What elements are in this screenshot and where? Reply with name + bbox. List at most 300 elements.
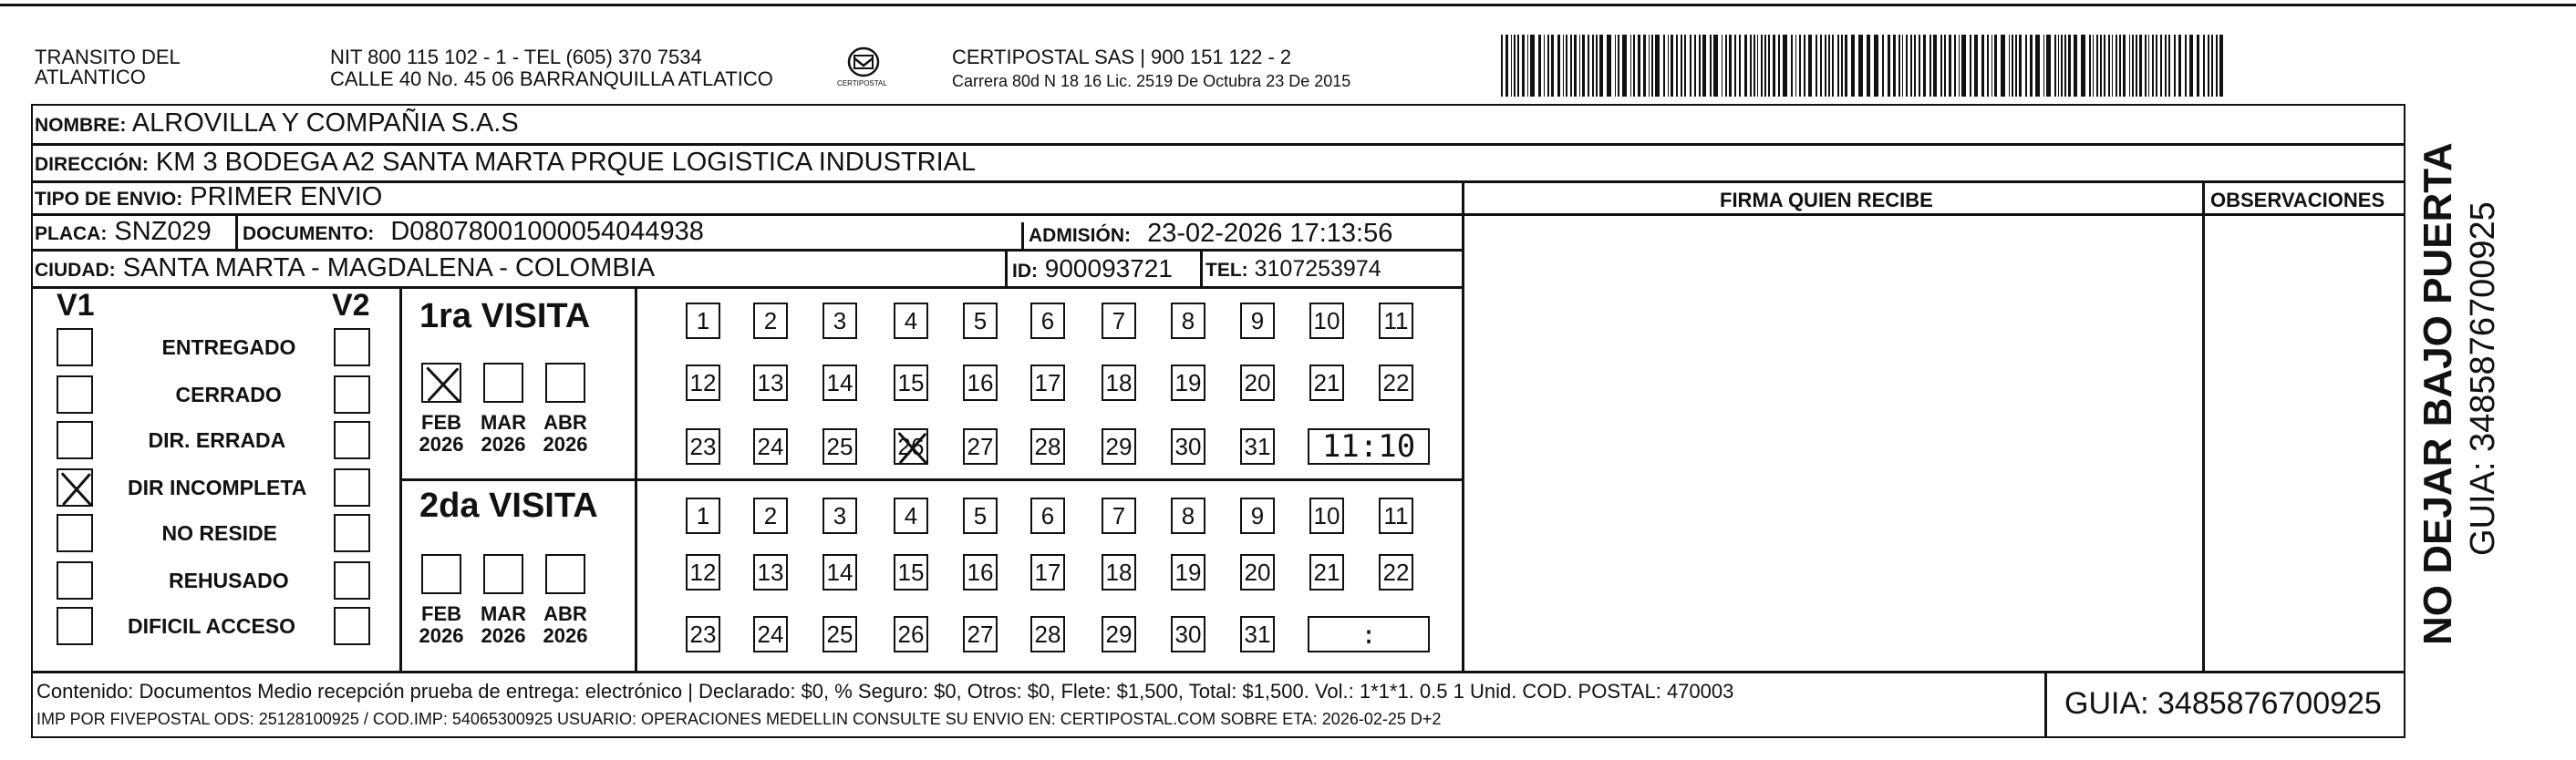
day-box[interactable] [1309,303,1344,339]
firma-left-border [1462,180,1464,671]
day-box[interactable] [822,498,857,534]
v1-checkbox[interactable] [57,375,93,414]
day-number: 9 [1250,306,1265,334]
tipo-row [35,184,382,211]
barcode-bar [1987,35,1989,97]
day-box[interactable] [1171,365,1205,401]
day-number: 15 [897,368,925,396]
day-number: 10 [1313,501,1340,529]
cross-mark-icon [895,430,930,467]
day-number: 13 [757,558,784,586]
barcode-bar [2043,35,2045,97]
day-box[interactable] [963,616,998,652]
day-box[interactable] [1030,616,1065,652]
tel-value: 3107253974 [1254,256,1381,282]
barcode-bar [1893,35,1896,97]
day-number: 17 [1034,558,1061,586]
day-box[interactable] [1309,554,1344,591]
tel-label: TEL: [1205,260,1248,281]
month-name: MAR [480,602,527,625]
day-number: 21 [1313,558,1340,586]
barcode-bar [1517,35,1519,97]
month-name: MAR [480,411,527,434]
admision-label: ADMISIÓN: [1029,225,1131,246]
documento-cell [243,219,704,245]
barcode-bar [1551,35,1554,97]
day-box[interactable] [1379,554,1413,591]
barcode-bar [1961,35,1966,97]
day-box[interactable] [963,365,998,401]
day-number: 3 [833,306,847,334]
v1-label: V1 [57,288,95,323]
day-number: 4 [904,501,918,529]
row-divider-3 [31,213,2405,216]
day-box[interactable] [686,303,720,339]
barcode-bar [2152,35,2154,97]
month-label [540,412,591,456]
barcode-bar [1816,35,1817,97]
v1-checkbox[interactable] [57,561,93,600]
barcode-bar [1649,35,1650,97]
day-number: 6 [1040,306,1055,334]
day-number: 22 [1382,558,1410,586]
day-number: 28 [1034,432,1061,460]
day-box[interactable] [753,365,788,401]
v1-checkbox[interactable] [57,468,93,507]
status-label: REHUSADO [169,569,289,592]
v2-checkbox[interactable] [334,421,370,459]
barcode-bar [1713,35,1718,97]
barcode-bar [1684,35,1687,97]
day-number: 18 [1105,558,1133,586]
day-box[interactable] [1379,303,1413,339]
day-box[interactable] [822,554,857,591]
footer-guia: GUIA: 3485876700925 [2064,686,2382,721]
day-box[interactable] [894,428,928,465]
barcode-bar [1799,35,1801,97]
barcode-bar [2096,35,2098,97]
day-box[interactable] [753,616,788,652]
day-box[interactable] [894,616,928,652]
v2-checkbox[interactable] [334,375,370,414]
month-checkbox[interactable] [483,554,523,594]
barcode-bar [1530,35,1535,97]
day-box[interactable] [963,303,998,339]
day-box[interactable] [1030,303,1065,339]
second-visit-title: 2da VISITA [419,487,598,525]
day-box[interactable] [1171,616,1205,652]
barcode-bar [1825,35,1826,97]
day-number: 20 [1244,368,1271,396]
barcode-bar [1888,35,1890,97]
day-box[interactable] [894,303,928,339]
nombre-label: NOMBRE: [35,115,127,136]
day-number: 29 [1105,432,1133,460]
barcode-bar [1949,35,1951,97]
day-box[interactable] [753,498,788,534]
barcode-bar [2203,35,2206,97]
placa-value: SNZ029 [114,217,212,246]
barcode-bar [1699,35,1701,97]
day-box[interactable] [686,498,720,534]
day-number: 5 [973,501,988,529]
barcode-bar [2165,35,2167,97]
barcode-bar [1882,35,1885,97]
day-box[interactable] [1030,498,1065,534]
day-number: 14 [826,558,853,586]
placa-label: PLACA: [35,223,108,244]
firma-header: FIRMA QUIEN RECIBE [1720,189,1933,211]
barcode-bar [1651,35,1653,97]
day-number: 30 [1174,432,1202,460]
barcode-bar [1592,35,1594,97]
footer-guia-divider [2044,671,2047,738]
v1-checkbox[interactable] [57,607,93,645]
ciudad-value: SANTA MARTA - MAGDALENA - COLOMBIA [122,253,656,282]
barcode-bar [2129,35,2131,97]
barcode-bar [1898,35,1900,97]
barcode-bar [1994,35,1997,97]
day-number: 25 [826,432,853,460]
nombre-value: ALROVILLA Y COMPAÑIA S.A.S [131,108,519,138]
day-box[interactable] [822,303,857,339]
month-name: FEB [421,411,461,434]
barcode-bar [1832,35,1835,97]
day-box[interactable] [1102,554,1136,591]
day-box[interactable] [1171,303,1205,339]
month-name: ABR [543,411,587,434]
barcode-bar [1505,35,1508,97]
day-box[interactable] [1240,365,1275,401]
barcode-bar [1522,35,1525,97]
row-divider-4 [31,249,1462,252]
barcode-bar [1933,35,1938,97]
barcode-bar [1783,35,1787,97]
address-line: CALLE 40 No. 45 06 BARRANQUILLA ATLATICO [330,67,773,90]
month-checkbox[interactable] [421,554,461,594]
barcode-bar [1791,35,1793,97]
barcode-bar [2123,35,2126,97]
barcode-bar [1663,35,1665,97]
day-number: 11 [1383,306,1409,334]
month-name: FEB [421,602,461,625]
day-number: 24 [757,620,784,648]
status-label: ENTREGADO [161,335,296,359]
barcode-bar [2104,35,2105,97]
barcode-bar [1773,35,1775,97]
day-box[interactable] [894,554,928,591]
month-year: 2026 [543,624,588,648]
day-box[interactable] [1309,365,1344,401]
day-box[interactable] [753,554,788,591]
company-name-line2: ATLANTICO [35,66,146,88]
day-number: 12 [689,558,717,586]
barcode-bar [2174,35,2176,97]
day-number: 29 [1105,620,1133,648]
v2-label: V2 [332,288,370,323]
barcode-bar [1914,35,1916,97]
day-box[interactable] [1102,303,1136,339]
v2-checkbox[interactable] [334,607,370,645]
day-box[interactable] [963,554,998,591]
barcode-bar [2208,35,2209,97]
header [0,0,2576,100]
day-box[interactable] [1171,554,1205,591]
barcode-bar [1582,35,1585,97]
barcode-bar [2136,35,2137,97]
barcode [1501,35,2227,97]
day-box[interactable] [1030,428,1065,465]
documento-value: D08078001000054044938 [390,217,704,246]
barcode-bar [1622,35,1627,97]
id-divider [1005,252,1008,286]
row-divider-2 [31,180,2405,183]
month-checkbox[interactable] [483,363,523,403]
barcode-bar [2119,35,2121,97]
day-number: 2 [763,306,778,334]
barcode-bar [1820,35,1822,97]
barcode-bar [2139,35,2142,97]
v1-checkbox[interactable] [57,421,93,459]
day-number: 3 [833,501,847,529]
status-label: NO RESIDE [161,521,278,545]
day-box[interactable] [686,616,720,652]
barcode-bar [1729,35,1732,97]
day-box[interactable] [1240,303,1275,339]
day-box[interactable] [686,365,720,401]
day-number: 7 [1112,306,1126,334]
barcode-bar [1761,35,1763,97]
tel-divider [1200,252,1203,286]
barcode-bar [2064,35,2066,97]
month-year: 2026 [543,433,588,457]
barcode-bar [1538,35,1541,97]
day-box[interactable] [1102,428,1136,465]
day-number: 4 [904,306,918,334]
observaciones-left-border [2202,180,2205,671]
barcode-bar [2189,35,2194,97]
barcode-bar [1923,35,1926,97]
day-number: 10 [1313,306,1340,334]
day-box[interactable] [1171,428,1205,465]
day-box[interactable] [1030,554,1065,591]
barcode-bar [1615,35,1617,97]
day-number: 23 [689,432,717,460]
barcode-bar [1795,35,1797,97]
day-box[interactable] [894,498,928,534]
day-box[interactable] [686,554,720,591]
day-number: 22 [1382,368,1410,396]
day-box[interactable] [686,428,720,465]
barcode-bar [1744,35,1747,97]
v1-checkbox[interactable] [57,514,93,552]
barcode-bar [1527,35,1529,97]
barcode-bar [2009,35,2011,97]
barcode-bar [1757,35,1759,97]
barcode-bar [2145,35,2147,97]
barcode-bar [1694,35,1696,97]
month-label [478,412,529,456]
barcode-bar [1910,35,1912,97]
barcode-bar [1501,35,1503,97]
barcode-bar [1668,35,1670,97]
visit-time-box[interactable] [1308,616,1430,652]
day-box[interactable] [1102,616,1136,652]
barcode-bar [1681,35,1682,97]
admision-value: 23-02-2026 17:13:56 [1147,219,1393,248]
day-number: 16 [967,368,994,396]
v1-checkbox[interactable] [57,328,93,366]
nombre-row [35,110,519,137]
barcode-bar [2219,35,2224,97]
barcode-bar [1734,35,1736,97]
barcode-bar [2012,35,2013,97]
barcode-bar [2015,35,2017,97]
day-box[interactable] [822,428,857,465]
barcode-bar [1618,35,1619,97]
footer-divider [31,671,2405,673]
day-number: 20 [1244,558,1271,586]
visits-middle-divider [401,478,1462,481]
barcode-bar [1991,35,1993,97]
day-number: 8 [1181,501,1195,529]
day-number: 15 [897,558,925,586]
barcode-bar [2068,35,2071,97]
day-box[interactable] [1240,554,1275,591]
day-box[interactable] [822,616,857,652]
barcode-bar [1778,35,1781,97]
day-number: 19 [1174,558,1202,586]
day-box[interactable] [1379,365,1413,401]
row-divider-1 [31,143,2405,146]
barcode-bar [1638,35,1640,97]
day-box[interactable] [1240,616,1275,652]
day-number: 1 [696,306,710,334]
month-year: 2026 [419,433,464,457]
barcode-bar [2001,35,2005,97]
form-frame [31,104,2405,738]
status-label: DIR. ERRADA [148,428,286,452]
no-dejar-warning: NO DEJAR BAJO PUERTA [2416,142,2460,645]
v2-checkbox[interactable] [334,514,370,552]
day-box[interactable] [1379,498,1413,534]
barcode-bar [2185,35,2187,97]
day-box[interactable] [1171,498,1205,534]
barcode-bar [2168,35,2171,97]
barcode-bar [1579,35,1581,97]
month-name: ABR [543,602,587,625]
barcode-bar [1837,35,1839,97]
side-vertical-block [2411,128,2520,647]
direccion-row [35,149,976,176]
day-box[interactable] [1102,498,1136,534]
id-label: ID: [1012,261,1038,282]
nit-line: NIT 800 115 102 - 1 - TEL (605) 370 7534 [330,46,702,68]
barcode-bar [1954,35,1956,97]
day-box[interactable] [1102,365,1136,401]
day-number: 14 [826,368,853,396]
v2-checkbox[interactable] [334,561,370,600]
visit-time-value: 11:10 [1321,428,1416,465]
v2-checkbox[interactable] [334,468,370,507]
barcode-bar [2025,35,2028,97]
tipo-value: PRIMER ENVIO [190,182,383,211]
footer-imp-line: IMP POR FIVEPOSTAL ODS: 25128100925 / COD.IMP: 54065300925 USUARIO: OPERACIONES MEDELLIN CONSULTE SU ENVIO EN: CERTIPOSTAL.COM SOBRE ETA: 2026-02-25 D+2 [36,710,1442,728]
row-divider-5 [31,286,1462,289]
tel-cell [1205,258,1381,281]
day-number: 28 [1034,620,1061,648]
day-box[interactable] [822,365,857,401]
barcode-bar [2019,35,2022,97]
barcode-bar [1643,35,1646,97]
day-box[interactable] [1240,498,1275,534]
day-number: 8 [1181,306,1195,334]
day-box[interactable] [963,428,998,465]
visit-time-box[interactable] [1308,428,1430,465]
status-label: DIR INCOMPLETA [128,476,307,499]
day-number: 26 [897,620,925,648]
barcode-bar [2116,35,2117,97]
barcode-bar [1702,35,1707,97]
day-box[interactable] [963,498,998,534]
barcode-bar [2089,35,2091,97]
certipostal-sub: Carrera 80d N 18 16 Lic. 2519 De Octubra 23 De 2015 [952,72,1351,90]
day-number: 5 [973,306,988,334]
barcode-bar [2046,35,2051,97]
barcode-bar [2108,35,2110,97]
month-checkbox[interactable] [545,554,585,594]
day-box[interactable] [1309,498,1344,534]
barcode-bar [2035,35,2040,97]
barcode-bar [2156,35,2157,97]
id-cell [1012,256,1173,282]
v2-checkbox[interactable] [334,328,370,366]
barcode-bar [1690,35,1691,97]
barcode-bar [1940,35,1942,97]
day-box[interactable] [1030,365,1065,401]
barcode-bar [1845,35,1847,97]
barcode-bar [2030,35,2033,97]
barcode-bar [1739,35,1742,97]
barcode-bar [2148,35,2150,97]
month-checkbox[interactable] [421,363,461,403]
barcode-bar [1676,35,1678,97]
day-box[interactable] [753,303,788,339]
cross-mark-icon [58,470,95,508]
barcode-bar [1768,35,1770,97]
barcode-bar [1970,35,1971,97]
barcode-bar [1919,35,1921,97]
day-box[interactable] [894,365,928,401]
logo-caption: CERTIPOSTAL [837,79,887,87]
barcode-bar [2132,35,2134,97]
day-number: 21 [1313,368,1340,396]
day-box[interactable] [1240,428,1275,465]
day-number: 31 [1244,620,1271,648]
barcode-bar [1867,35,1871,97]
barcode-bar [1655,35,1660,97]
direccion-value: KM 3 BODEGA A2 SANTA MARTA PRQUE LOGISTICA INDUSTRIAL [155,148,977,177]
barcode-bar [1557,35,1560,97]
barcode-bar [1633,35,1635,97]
month-label [540,603,591,647]
barcode-bar [2058,35,2060,97]
ciudad-cell [35,255,655,282]
day-box[interactable] [753,428,788,465]
month-checkbox[interactable] [545,363,585,403]
barcode-bar [1725,35,1727,97]
barcode-bar [1764,35,1766,97]
